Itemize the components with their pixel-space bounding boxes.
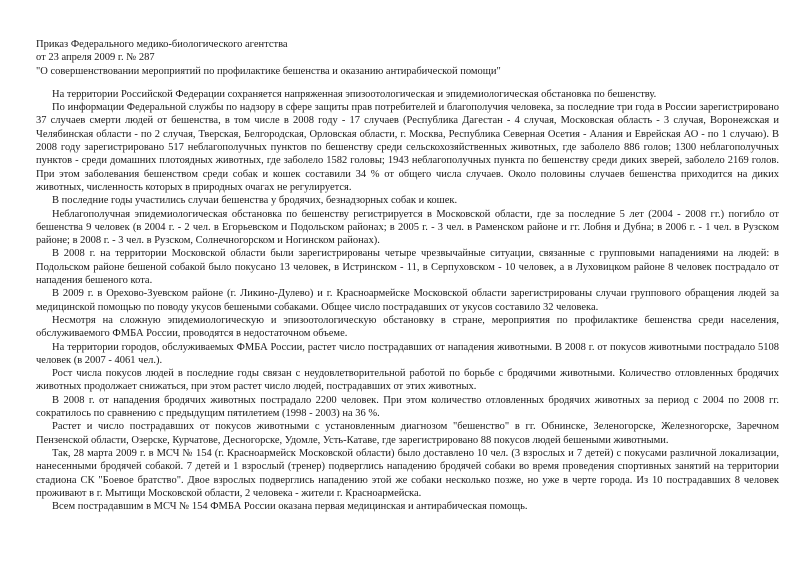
paragraph: На территории городов, обслуживаемых ФМБА России, растет число пострадавших от нападения животными. В 2008 г. от покусов животными пострадало 5108 человек (в 2007 - 4061 чел.). <box>36 341 779 366</box>
document <box>36 38 779 513</box>
paragraph: На территории Российской Федерации сохраняется напряженная эпизоотологическая и эпидемиологическая обстановка по бешенству. <box>52 88 657 100</box>
paragraph: Растет и число пострадавших от покусов животными с установленным диагнозом "бешенство" в гг. Обнинске, Зеленогорске, Железногорске, Заречном Пензенской области, Озерске, Курчатове, Десногорске, Удомле, Усть-Катаве, где зарегистрировано 88 покусов людей бешеными животными. <box>36 421 779 446</box>
paragraph: Несмотря на сложную эпидемиологическую и эпизоотологическую обстановку в стране, мероприятия по профилактике бешенства среди населения, обслуживаемого ФМБА России, проводятся в недостаточном объеме. <box>36 314 779 340</box>
paragraph: В последние годы участились случаи бешенства у бродячих, безнадзорных собак и кошек. <box>52 195 458 207</box>
header-title: "О совершенствовании мероприятий по профилактике бешенства и оказанию антирабической помощи" <box>36 65 501 77</box>
paragraph: Так, 28 марта 2009 г. в МСЧ № 154 (г. Красноармейск Московской области) было доставлено 10 чел. (3 взрослых и 7 детей) с покусами различной локализации, нанесенными бродячей собакой. 7 детей и 1 взрослый (тренер) подверглись нападению бродячей собаки во время проведения спортивных занятий на территории стадиона СК "Боевое братство". Двое взрослых подверглись нападению этой же собаки несколько позже, но уже в черте города. Из 10 пострадавших 8 человек проживают в г. Мытищи Московской области, 2 человека - жители г. Красноармейска. <box>36 447 779 499</box>
paragraph: В 2009 г. в Орехово-Зуевском районе (г. Ликино-Дулево) и г. Красноармейске Московской области зарегистрированы случаи группового обращения людей за медицинской помощью по поводу укусов бешеными собаками. Общее число пострадавших от укусов составило 32 человека. <box>36 288 779 313</box>
document-header <box>36 38 779 78</box>
header-date-number: от 23 апреля 2009 г. № 287 <box>36 52 155 64</box>
paragraph: По информации Федеральной службы по надзору в сфере защиты прав потребителей и благополучия человека, за последние три года в России зарегистрировано 37 случаев смерти людей от бешенства, в том числе в 2008 году - 17 случаев (Республика Дагестан - 4 случая, Московская область - 3 случая, Воронежская и Челябинская области - по 2 случая, Тверская, Белгородская, Орловская области, г. Москва, Республика Северная Осетия - Алания и Еврейская АО - по 1 случаю). В 2008 году зарегистрировано 517 неблагополучных пунктов по бешенству среди сельскохозяйственных животных, где заболело 886 голов; 1300 неблагополучных пунктов - среди домашних плотоядных животных, где заболело 1582 головы; 1943 неблагополучных пункта по бешенству среди диких зверей, заболело 2169 голов. При этом заболевания бешенством среди собак и кошек составили 34 % от общего числа случаев. Около половины случаев бешенства приходится на диких животных, численность которых в природных очагах не регулируется. <box>36 102 779 193</box>
paragraph: В 2008 г. на территории Московской области были зарегистрированы четыре чрезвычайные ситуации, связанные с групповыми нападениями на людей: в Подольском районе бешеной собакой было покусано 13 человек, в Истринском - 11, в Серпуховском - 10 человек, а в Луховицком районе 8 человек пострадало от нападения бешеного кота. <box>36 248 779 287</box>
document-body <box>36 88 779 514</box>
paragraph: Рост числа покусов людей в последние годы связан с неудовлетворительной работой по борьбе с бродячими животными. Количество отловленных бродячих животных продолжает снижаться, при этом растет число людей, пострадавших от этих животных. <box>36 368 779 393</box>
paragraph: Неблагополучная эпидемиологическая обстановка по бешенству регистрируется в Московской области, где за последние 5 лет (2004 - 2008 гг.) погибло от бешенства 9 человек (в 2004 г. - 2 чел. в Егорьевском и Подольском районах; в 2005 г. - 3 чел. в Раменском районе и гг. Лобня и Дубна; в 2006 г. - 1 чел. в Рузском районе; в 2008 г. - 3 чел. в Рузском, Солнечногорском и Ногинском районах). <box>36 208 779 247</box>
paragraph: Всем пострадавшим в МСЧ № 154 ФМБА России оказана первая медицинская и антирабическая помощь. <box>52 501 528 513</box>
header-issuer: Приказ Федерального медико-биологического агентства <box>36 39 288 50</box>
paragraph: В 2008 г. от нападения бродячих животных пострадало 2200 человек. При этом количество отловленных бродячих животных за период с 2004 по 2008 гг. сократилось по сравнению с предыдущим пятилетием (1998 - 2003) на 36 %. <box>36 394 779 420</box>
